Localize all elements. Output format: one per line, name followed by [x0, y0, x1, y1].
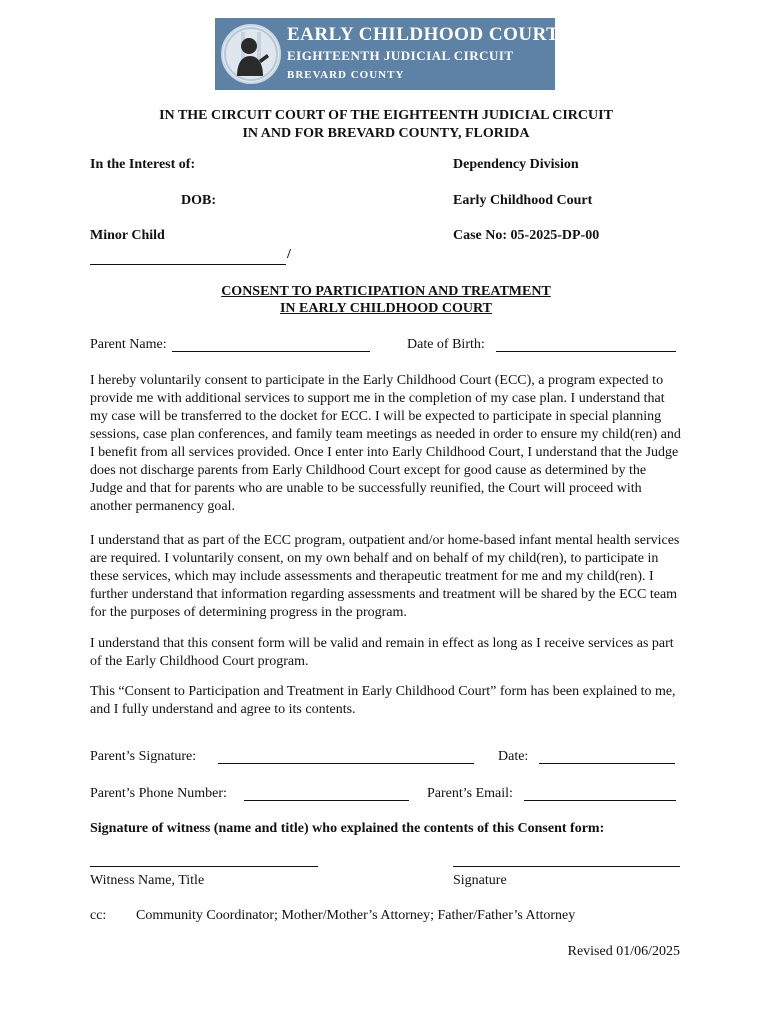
- witness-signature-field[interactable]: [453, 852, 680, 867]
- form-title: [90, 283, 682, 317]
- court-logo: [215, 18, 560, 90]
- case-number: Case No: 05-2025-DP-00: [453, 228, 600, 243]
- parent-name-field[interactable]: [172, 337, 370, 352]
- parent-phone-field[interactable]: [244, 786, 409, 801]
- form-title-line1: CONSENT TO PARTICIPATION AND TREATMENT: [221, 284, 551, 299]
- cc-label: cc:: [90, 908, 107, 923]
- witness-signature-label: Signature: [453, 873, 507, 888]
- court-label: Early Childhood Court: [453, 193, 593, 208]
- revised-date: Revised 01/06/2025: [567, 944, 680, 959]
- date-of-birth-field[interactable]: [496, 337, 676, 352]
- minor-child-label: Minor Child: [90, 228, 165, 243]
- division-label: Dependency Division: [453, 157, 579, 172]
- witness-heading: Signature of witness (name and title) who explained the contents of this Consent form:: [90, 821, 605, 836]
- caption-slash: /: [287, 247, 291, 262]
- parent-name-label: Parent Name:: [90, 337, 167, 352]
- court-header-line1: IN THE CIRCUIT COURT OF THE EIGHTEENTH JUDICIAL CIRCUIT: [159, 108, 613, 123]
- dob-label: DOB:: [181, 193, 216, 208]
- consent-paragraph-1: I hereby voluntarily consent to participate in the Early Childhood Court (ECC), a program expected to provide me with additional services to support me in the completion of my case plan. I understand that my case will be transferred to the docket for ECC. I will be expected to participate in special planning sessions, case plan conferences, and family team meetings as needed in order to ensure my child(ren) and I benefit from all services provided. Once I enter into Early Childhood Court, I understand that the Judge does not discharge parents from Early Childhood Court except for good cause as determined by the Judge and that for parents who are unable to be successfully reunified, the Court will proceed with another permanency goal.: [90, 373, 681, 514]
- consent-paragraph-2: I understand that as part of the ECC program, outpatient and/or home-based infant mental health services are required. I voluntarily consent, on my own behalf and on behalf of my child(ren), to participate in these services, which may include assessments and therapeutic treatment for me and my child(ren). I further understand that information regarding assessments and treatment will be shared by the ECC team for the purposes of determining progress in the program.: [90, 533, 680, 620]
- minor-child-line: [90, 250, 286, 265]
- child-silhouette-icon: [221, 24, 281, 84]
- witness-name-title-label: Witness Name, Title: [90, 873, 205, 888]
- parent-signature-label: Parent’s Signature:: [90, 749, 197, 764]
- parent-email-field[interactable]: [524, 786, 676, 801]
- parent-email-label: Parent’s Email:: [427, 786, 513, 801]
- cc-recipients: Community Coordinator; Mother/Mother’s Attorney; Father/Father’s Attorney: [136, 908, 576, 923]
- consent-paragraph-4: This “Consent to Participation and Treatment in Early Childhood Court” form has been explained to me, and I fully understand and agree to its contents.: [90, 684, 676, 717]
- parent-phone-label: Parent’s Phone Number:: [90, 786, 227, 801]
- court-header: [90, 107, 682, 143]
- witness-name-field[interactable]: [90, 852, 318, 867]
- date-field[interactable]: [539, 749, 675, 764]
- consent-paragraph-3: I understand that this consent form will be valid and remain in effect as long as I receive services as part of the Early Childhood Court program.: [90, 636, 674, 669]
- logo-subtitle: EIGHTEENTH JUDICIAL CIRCUIT: [287, 48, 514, 63]
- logo-county: BREVARD COUNTY: [287, 69, 405, 81]
- date-label: Date:: [498, 749, 529, 764]
- court-header-line2: IN AND FOR BREVARD COUNTY, FLORIDA: [242, 126, 530, 141]
- logo-title: EARLY CHILDHOOD COURT: [287, 24, 560, 45]
- form-title-line2: IN EARLY CHILDHOOD COURT: [279, 301, 492, 316]
- date-of-birth-label: Date of Birth:: [407, 337, 485, 352]
- parent-signature-field[interactable]: [218, 749, 474, 764]
- interest-of-label: In the Interest of:: [90, 157, 196, 172]
